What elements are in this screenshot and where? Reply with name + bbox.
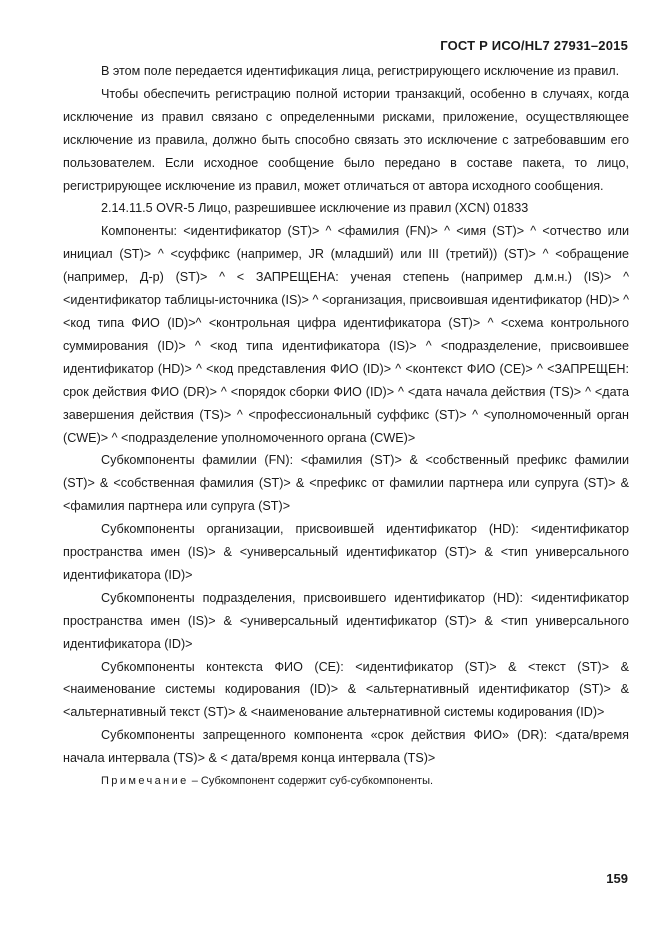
- paragraph-transaction-history: Чтобы обеспечить регистрацию полной истории транзакций, особенно в случаях, когда исключение из правил связано с определенными рисками, приложение, осуществляющее исключение из правила, должно быть способно связать это исключение с затребовавшим его пользователем. Если исходное сообщение было передано в составе пакета, то лицо, регистрирующее исключение из правил, может отличаться от автора исходного сообщения.: [63, 86, 629, 193]
- paragraph-hd-dept-subcomponents: Субкомпоненты подразделения, присвоившего идентификатор (HD): <идентификатор пространства имен (IS)> & <универсальный идентификатор (ST)> & <тип универсального идентификатора (ID)>: [63, 590, 629, 651]
- page-content: [63, 60, 629, 790]
- paragraph-fn-subcomponents: Субкомпоненты фамилии (FN): <фамилия (ST)> & <собственный префикс фамилии (ST)> & <собственная фамилия (ST)> & <префикс от фамилии партнера или супруга (ST)> & <фамилия партнера или супруга (ST)>: [63, 453, 629, 514]
- paragraph-ce-subcomponents: Субкомпоненты контекста ФИО (CE): <идентификатор (ST)> & <текст (ST)> & <наименование системы кодирования (ID)> & <альтернативный идентификатор (ST)> & <альтернативный текст (ST)> & <наименование альтернативной системы кодирования (ID)>: [63, 659, 629, 720]
- paragraph-components: Компоненты: <идентификатор (ST)> ^ <фамилия (FN)> ^ <имя (ST)> ^ <отчество или инициал (ST)> ^ <суффикс (например, JR (младший) или III (третий)) (ST)> ^ <обращение (например, Д-р) (ST)> ^ < ЗАПРЕЩЕНА: ученая степень (например д.м.н.) (IS)> ^ <идентификатор таблицы-источника (IS)> ^ <организация, присвоившая идентификатор (HD)> ^ <код типа ФИО (ID)>^ <контрольная цифра идентификатора (ST)> ^ <схема контрольного суммирования (ID)> ^ <код типа идентификатора (IS)> ^ <подразделение, присвоившее идентификатор (HD)> ^ <код представления ФИО (ID)> ^ <контекст ФИО (CE)> ^ <ЗАПРЕЩЕН: срок действия ФИО (DR)> ^ <порядок сборки ФИО (ID)> ^ <дата начала действия (TS)> ^ <дата завершения действия (TS)> ^ <профессиональный суффикс (ST)> ^ <уполномоченный орган (CWE)> ^ <подразделение уполномоченного органа (CWE)>: [63, 224, 629, 445]
- page-number: 159: [606, 871, 628, 886]
- paragraph-intro: В этом поле передается идентификация лица, регистрирующего исключение из правил.: [101, 64, 620, 78]
- section-heading: 2.14.11.5 OVR-5 Лицо, разрешившее исключение из правил (XCN) 01833: [101, 201, 529, 216]
- note-label: Примечание: [101, 775, 189, 788]
- document-header: ГОСТ Р ИСО/HL7 27931–2015: [440, 38, 628, 53]
- paragraph-hd-org-subcomponents: Субкомпоненты организации, присвоившей идентификатор (HD): <идентификатор пространства имен (IS)> & <универсальный идентификатор (ST)> & <тип универсального идентификатора (ID)>: [63, 522, 629, 582]
- note: [63, 772, 629, 790]
- note-text: – Субкомпонент содержит суб-субкомпоненты.: [188, 775, 434, 788]
- paragraph-dr-subcomponents: Субкомпоненты запрещенного компонента «срок действия ФИО» (DR): <дата/время начала интервала (TS)> & < дата/время конца интервала (TS)>: [63, 728, 629, 766]
